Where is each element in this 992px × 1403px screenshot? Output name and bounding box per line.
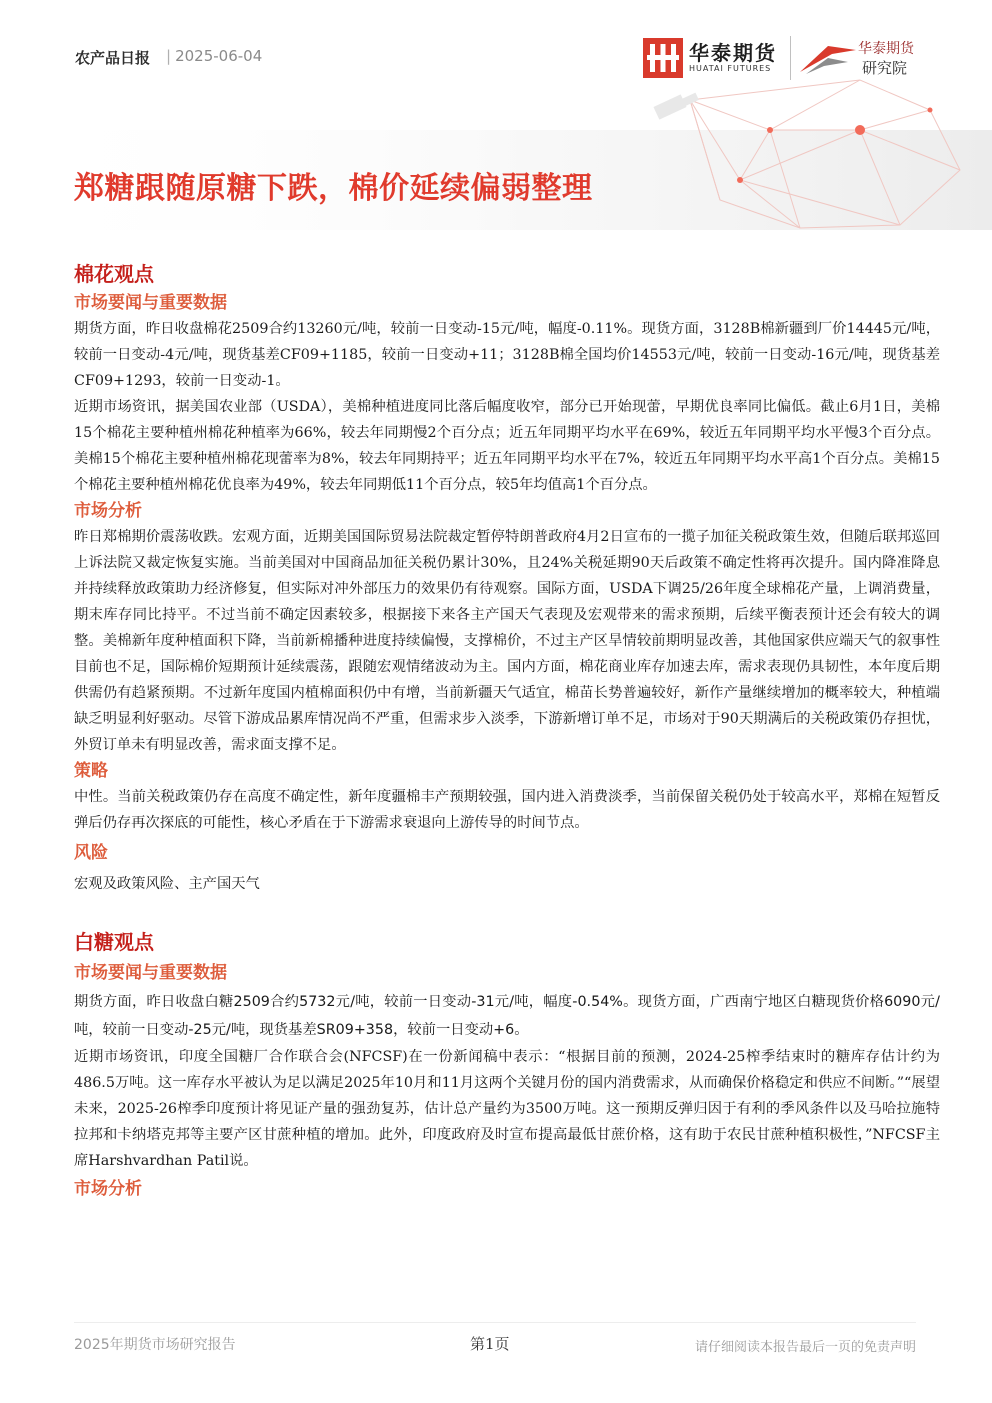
report-type: 农产品日报 — [75, 49, 151, 67]
sugar-news-paragraph-1: 期货方面，昨日收盘白糖2509合约5732元/吨，较前一日变动-31元/吨，幅度-0.54%。现货方面，广西南宁地区白糖现货价格6090元/吨，较前一日变动-25元/吨，现货基差SR09+358，较前一日变动+6。 — [74, 994, 940, 1038]
cotton-news-paragraph-1: 期货方面，昨日收盘棉花2509合约13260元/吨，较前一日变动-15元/吨，幅度-0.11%。现货方面，3128B棉新疆到厂价14445元/吨，较前一日变动-4元/吨，现货基差CF09+1185，较前一日变动+11；3128B棉全国均价14553元/吨，较前一日变动-16元/吨，现货基差CF09+1293，较前一日变动-1。 — [74, 321, 940, 389]
footer-disclaimer-note: 请仔细阅读本报告最后一页的免责声明 — [694, 1340, 916, 1355]
cotton-analysis-paragraph: 昨日郑棉期价震荡收跌。宏观方面，近期美国国际贸易法院裁定暂停特朗普政府4月2日宣布的一揽子加征关税政策生效，但随后联邦巡回上诉法院又裁定恢复实施。当前美国对中国商品加征关税仍累计30%，且24%关税延期90天后政策不确定性将再次提升。国内降准降息并持续释放政策助力经济修复，但实际对冲外部压力的效果仍有待观察。国际方面，USDA下调25/26年度全球棉花产量，上调消费量，期末库存同比持平。不过当前不确定因素较多，根据接下来各主产国天气表现及宏观带来的需求预期，后续平衡表预计还会有较大的调整。美棉新年度种植面积下降，当前新棉播种进度持续偏慢，支撑棉价，不过主产区旱情较前期明显改善，其他国家供应端天气的叙事性目前也不足，国际棉价短期预计延续震荡，跟随宏观情绪波动为主。国内方面，棉花商业库存加速去库，需求表现仍具韧性，本年度后期供需仍有趋紧预期。不过新年度国内植棉面积仍中有增，当前新疆天气适宜，棉苗长势普遍较好，新作产量继续增加的概率较大，种植端缺乏明显利好驱动。尽管下游成品累库情况尚不严重，但需求步入淡季，下游新增订单不足，市场对于90天期满后的关税政策仍存担忧，外贸订单未有明显改善，需求面支撑不足。 — [74, 529, 940, 753]
page-title: 郑糖跟随原糖下跌，棉价延续偏弱整理 — [74, 171, 593, 206]
cotton-analysis-title: 市场分析 — [74, 501, 142, 521]
cotton-strategy-title: 策略 — [74, 761, 108, 781]
sugar-news-paragraph-2: 近期市场资讯，印度全国糖厂合作联合会(NFCSF)在一份新闻稿中表示：“根据目前的预测，2024-25榨季结束时的糖库存估计约为486.5万吨。这一库存水平被认为足以满足2025年10月和11月这两个关键月份的国内消费需求，从而确保价格稳定和供应不间断。”“展望未来，2025-26榨季印度预计将见证产量的强劲复苏，估计总产量约为3500万吨。这一预期反弹归因于有利的季风条件以及马哈拉施特拉邦和卡纳塔克邦等主要产区甘蔗种植的增加。此外，印度政府及时宣布提高最低甘蔗价格，这有助于农民甘蔗种植积极性，”NFCSF主席Harshvardhan Patil说。 — [74, 1049, 940, 1169]
sugar-analysis-title: 市场分析 — [74, 1179, 142, 1199]
research-institute-logo-icon — [798, 40, 858, 78]
sugar-news-title: 市场要闻与重要数据 — [74, 963, 227, 983]
report-date-wrap — [166, 47, 262, 65]
section-gap — [74, 898, 940, 926]
cotton-news-title: 市场要闻与重要数据 — [74, 293, 227, 313]
footer-divider — [74, 1322, 916, 1323]
cotton-section-title: 棉花观点 — [74, 262, 154, 286]
footer-page-number: 第1页 — [470, 1335, 510, 1353]
huatai-futures-logo-icon — [643, 38, 683, 78]
logo-name-cn: 华泰期货 — [689, 41, 777, 65]
report-body — [74, 258, 940, 1204]
footer-report-name: 2025年期货市场研究报告 — [74, 1337, 236, 1353]
cotton-risk-title: 风险 — [74, 843, 108, 863]
report-date: 2025-06-04 — [175, 47, 263, 65]
research-logo-line1: 华泰期货 — [858, 41, 914, 57]
research-logo-line2: 研究院 — [862, 59, 908, 77]
logo-divider — [790, 36, 791, 80]
page-header — [0, 0, 992, 230]
cotton-news-paragraph-2: 近期市场资讯，据美国农业部（USDA），美棉种植进度同比落后幅度收窄，部分已开始现蕾，早期优良率同比偏低。截止6月1日，美棉15个棉花主要种植州棉花种植率为66%，较去年同期慢2个百分点；近五年同期平均水平在69%，较近五年同期平均水平慢3个百分点。美棉15个棉花主要种植州棉花现蕾率为8%，较去年同期持平；近五年同期平均水平在7%，较近五年同期平均水平高1个百分点。美棉15个棉花主要种植州棉花优良率为49%，较去年同期低11个百分点，较5年均值高1个百分点。 — [74, 399, 940, 493]
sugar-section-title: 白糖观点 — [74, 930, 154, 954]
header-separator: | — [166, 47, 172, 65]
cotton-strategy-paragraph: 中性。当前关税政策仍存在高度不确定性，新年度疆棉丰产预期较强，国内进入消费淡季，当前保留关税仍处于较高水平，郑棉在短暂反弹后仍存再次探底的可能性，核心矛盾在于下游需求衰退向上游传导的时间节点。 — [74, 789, 940, 831]
cotton-risk-paragraph: 宏观及政策风险、主产国天气 — [74, 876, 260, 892]
logo-name-en: HUATAI FUTURES — [689, 64, 772, 73]
